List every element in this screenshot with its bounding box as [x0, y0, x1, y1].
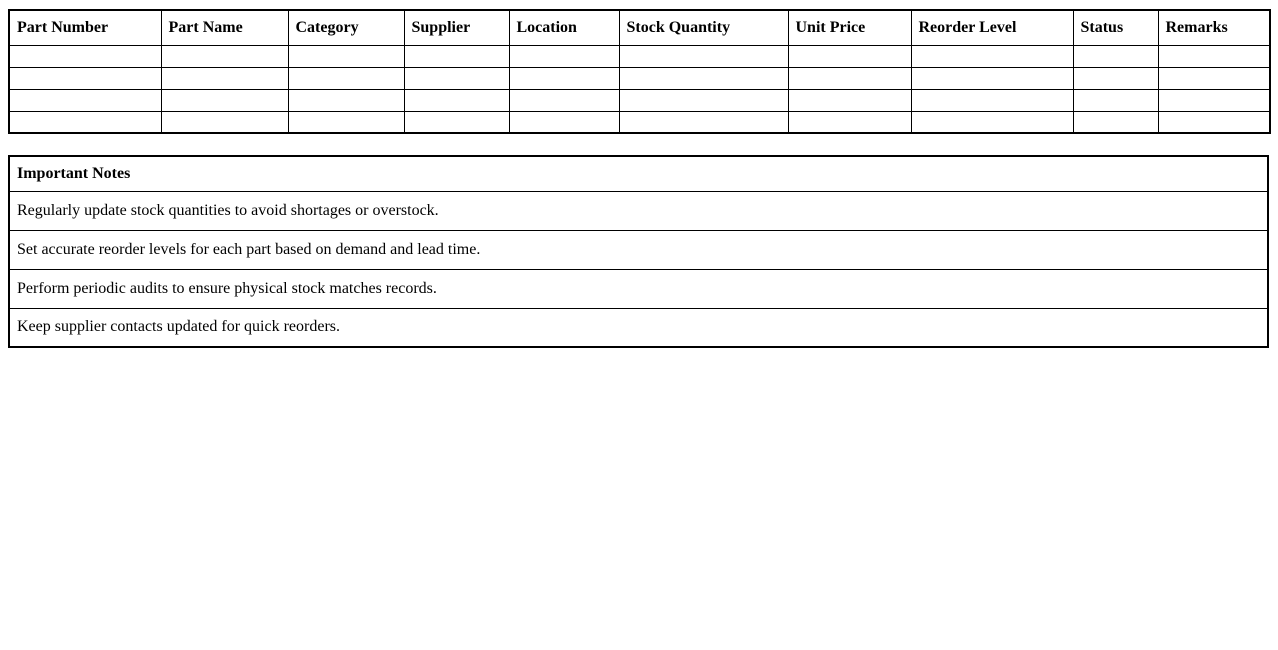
inventory-empty-cell [509, 45, 619, 67]
note-row [9, 191, 1268, 230]
inventory-empty-cell [288, 89, 404, 111]
important-notes-table [8, 155, 1269, 348]
note-row [9, 230, 1268, 269]
note-text: Keep supplier contacts updated for quick reorders. [9, 308, 1268, 347]
column-header-part-number: Part Number [9, 10, 161, 45]
inventory-empty-cell [911, 67, 1073, 89]
inventory-empty-cell [1158, 67, 1270, 89]
inventory-empty-cell [619, 67, 788, 89]
inventory-empty-cell [788, 89, 911, 111]
inventory-empty-row [9, 67, 1270, 89]
note-text: Set accurate reorder levels for each part based on demand and lead time. [9, 230, 1268, 269]
inventory-empty-cell [619, 89, 788, 111]
inventory-empty-cell [1073, 45, 1158, 67]
inventory-empty-cell [911, 111, 1073, 133]
inventory-empty-cell [1158, 89, 1270, 111]
inventory-header-row [9, 10, 1270, 45]
inventory-empty-cell [1073, 89, 1158, 111]
note-text: Regularly update stock quantities to avoid shortages or overstock. [9, 191, 1268, 230]
inventory-empty-cell [1073, 67, 1158, 89]
column-header-category: Category [288, 10, 404, 45]
inventory-empty-cell [788, 111, 911, 133]
inventory-empty-cell [9, 111, 161, 133]
inventory-table [8, 9, 1271, 134]
inventory-empty-cell [1073, 111, 1158, 133]
column-header-location: Location [509, 10, 619, 45]
inventory-empty-cell [404, 89, 509, 111]
inventory-empty-cell [9, 67, 161, 89]
inventory-empty-cell [619, 45, 788, 67]
notes-header-row [9, 156, 1268, 191]
note-row [9, 269, 1268, 308]
inventory-empty-cell [288, 111, 404, 133]
inventory-empty-cell [161, 67, 288, 89]
inventory-empty-cell [788, 67, 911, 89]
note-row [9, 308, 1268, 347]
inventory-empty-cell [509, 89, 619, 111]
column-header-reorder-level: Reorder Level [911, 10, 1073, 45]
inventory-empty-row [9, 45, 1270, 67]
column-header-part-name: Part Name [161, 10, 288, 45]
inventory-table-body [9, 45, 1270, 133]
column-header-unit-price: Unit Price [788, 10, 911, 45]
inventory-empty-cell [911, 89, 1073, 111]
inventory-empty-cell [161, 45, 288, 67]
inventory-empty-row [9, 111, 1270, 133]
column-header-supplier: Supplier [404, 10, 509, 45]
inventory-empty-cell [619, 111, 788, 133]
inventory-empty-cell [161, 111, 288, 133]
column-header-status: Status [1073, 10, 1158, 45]
inventory-empty-cell [509, 111, 619, 133]
inventory-empty-cell [509, 67, 619, 89]
inventory-empty-cell [9, 89, 161, 111]
notes-title: Important Notes [9, 156, 1268, 191]
column-header-remarks: Remarks [1158, 10, 1270, 45]
column-header-stock-quantity: Stock Quantity [619, 10, 788, 45]
inventory-empty-cell [161, 89, 288, 111]
inventory-empty-cell [288, 67, 404, 89]
inventory-empty-cell [404, 67, 509, 89]
inventory-empty-cell [911, 45, 1073, 67]
inventory-empty-cell [9, 45, 161, 67]
inventory-empty-cell [1158, 111, 1270, 133]
inventory-empty-cell [404, 111, 509, 133]
note-text: Perform periodic audits to ensure physical stock matches records. [9, 269, 1268, 308]
inventory-empty-cell [404, 45, 509, 67]
inventory-empty-cell [788, 45, 911, 67]
inventory-empty-cell [288, 45, 404, 67]
inventory-empty-row [9, 89, 1270, 111]
inventory-empty-cell [1158, 45, 1270, 67]
